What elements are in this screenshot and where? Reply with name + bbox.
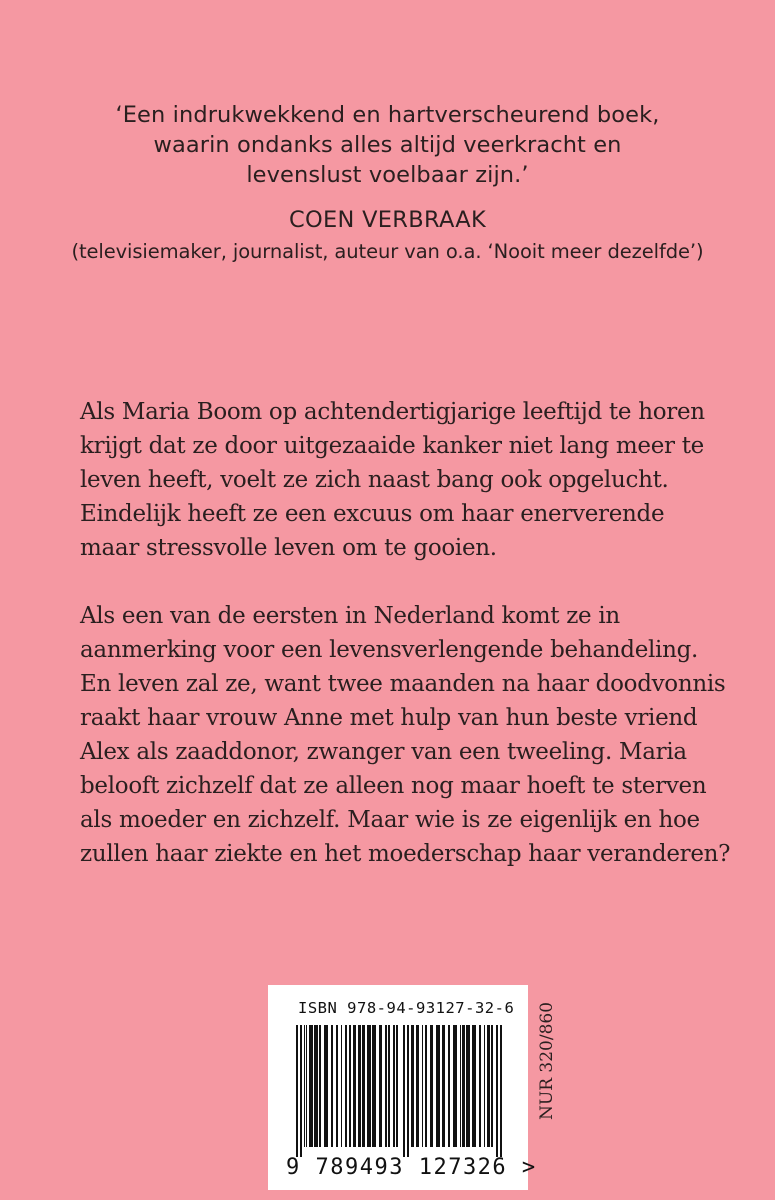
- quote-author-description: (televisiemaker, journalist, auteur van o.a. ‘Nooit meer dezelfde’): [71, 240, 704, 263]
- barcode-bar: [358, 1025, 361, 1147]
- barcode-bar: [460, 1025, 461, 1147]
- barcode-bar: [472, 1025, 476, 1147]
- blurb-line: raakt haar vrouw Anne met hulp van hun beste vriend: [80, 705, 698, 731]
- barcode-bar: [314, 1025, 318, 1147]
- barcode-bar: [353, 1025, 356, 1147]
- quote-text: [60, 100, 715, 190]
- nur-code: NUR 320/860: [537, 1001, 557, 1120]
- barcode-bar: [442, 1025, 445, 1147]
- book-blurb: [80, 395, 730, 871]
- quote-author: COEN VERBRAAK: [288, 207, 487, 233]
- barcode-bar: [491, 1025, 493, 1147]
- blurb-line: leven heeft, voelt ze zich naast bang ook opgelucht.: [80, 467, 669, 493]
- blurb-line: Eindelijk heeft ze een excuus om haar enerverende: [80, 501, 665, 527]
- barcode-bar: [425, 1025, 427, 1147]
- blurb-line: En leven zal ze, want twee maanden na haar doodvonnis: [80, 671, 726, 697]
- blurb-line: Als Maria Boom op achtendertigjarige leeftijd te horen: [80, 399, 705, 425]
- barcode-bar: [345, 1025, 347, 1147]
- review-quote: [60, 100, 715, 267]
- blurb-line: Als een van de eersten in Nederland komt ze in: [80, 603, 620, 629]
- barcode-bar: [500, 1025, 502, 1157]
- barcode-bar: [296, 1025, 298, 1157]
- barcode-bar: [487, 1025, 490, 1147]
- barcode-bar: [466, 1025, 470, 1147]
- barcode-bar: [453, 1025, 457, 1147]
- barcode-bar: [341, 1025, 342, 1147]
- barcode-bar: [479, 1025, 481, 1147]
- blurb-line: Alex als zaaddonor, zwanger van een tweeling. Maria: [80, 739, 687, 765]
- barcode-bar: [407, 1025, 409, 1157]
- barcode-bar: [416, 1025, 419, 1147]
- blurb-line: zullen haar ziekte en het moederschap haar veranderen?: [80, 841, 731, 867]
- blurb-line: aanmerking voor een levensverlengende behandeling.: [80, 637, 699, 663]
- barcode-bar: [496, 1025, 498, 1157]
- barcode-bar: [393, 1025, 395, 1147]
- barcode-bar: [484, 1025, 485, 1147]
- barcode-bar: [336, 1025, 338, 1147]
- barcode-bar: [422, 1025, 423, 1147]
- quote-line: levenslust voelbaar zijn.’: [246, 162, 529, 188]
- ean-digits: 9 789493 127326 >: [286, 1155, 537, 1180]
- barcode-bar: [388, 1025, 390, 1147]
- barcode-bar: [367, 1025, 371, 1147]
- barcode-bar: [309, 1025, 313, 1147]
- blurb-line: als moeder en zichzelf. Maar wie is ze eigenlijk en hoe: [80, 807, 700, 833]
- barcode-bar: [403, 1025, 405, 1157]
- barcode-bar: [300, 1025, 302, 1157]
- barcode-bar: [319, 1025, 321, 1147]
- barcode-bar: [396, 1025, 398, 1147]
- barcode-bar: [372, 1025, 376, 1147]
- barcode-bar: [306, 1025, 307, 1147]
- barcode-bar: [362, 1025, 365, 1147]
- isbn-number: ISBN 978-94-93127-32-6: [298, 999, 515, 1017]
- barcode-bar: [430, 1025, 433, 1147]
- blurb-line: belooft zichzelf dat ze alleen nog maar hoeft te sterven: [80, 773, 707, 799]
- blurb-line: maar stressvolle leven om te gooien.: [80, 535, 497, 561]
- quote-line: waarin ondanks alles altijd veerkracht en: [153, 132, 622, 158]
- barcode-bar: [411, 1025, 414, 1147]
- barcode-bar: [462, 1025, 465, 1147]
- barcode-bar: [349, 1025, 351, 1147]
- barcode-label: [268, 985, 537, 1190]
- barcode-bar: [448, 1025, 450, 1147]
- barcode-bar: [385, 1025, 387, 1147]
- quote-line: ‘Een indrukwekkend en hartverscheurend boek,: [115, 102, 660, 128]
- barcode-bar: [324, 1025, 328, 1147]
- barcode-bar: [379, 1025, 382, 1147]
- barcode-bar: [304, 1025, 305, 1147]
- blurb-paragraph-1: [80, 395, 730, 565]
- barcode-bar: [436, 1025, 440, 1147]
- blurb-line: krijgt dat ze door uitgezaaide kanker niet lang meer te: [80, 433, 704, 459]
- barcode-bar: [331, 1025, 333, 1147]
- blurb-paragraph-2: [80, 599, 730, 871]
